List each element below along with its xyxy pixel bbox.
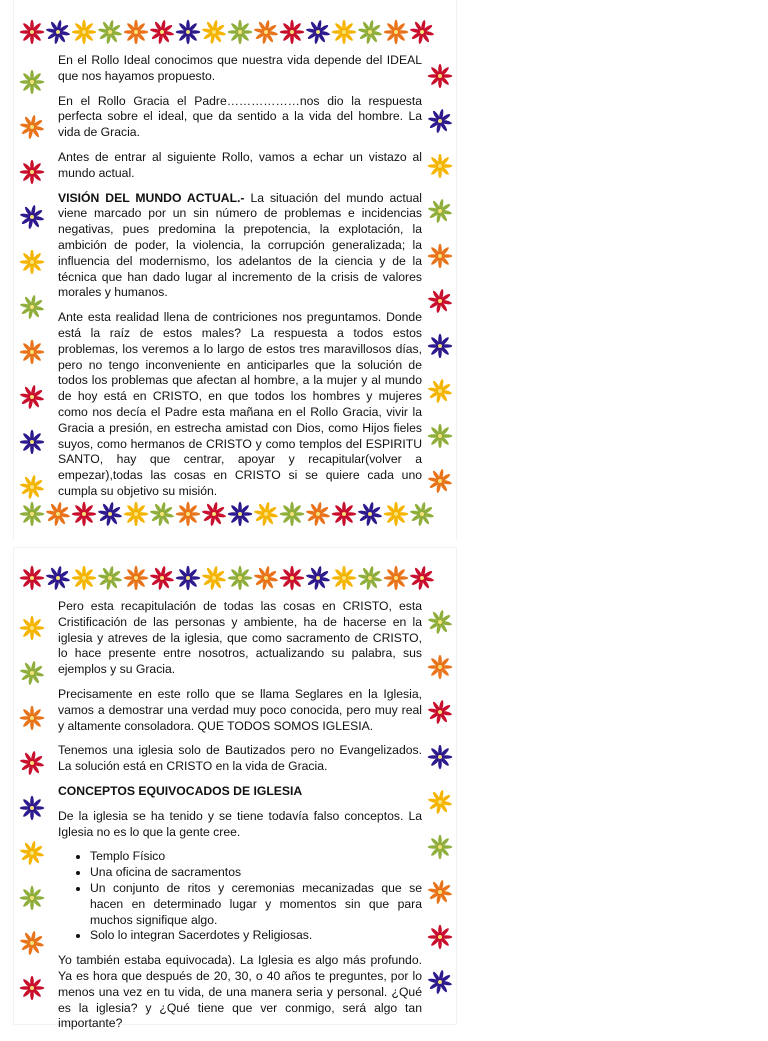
flower-icon bbox=[20, 205, 44, 229]
flower-icon bbox=[98, 20, 122, 44]
flower-icon bbox=[428, 880, 452, 904]
flower-icon bbox=[410, 20, 434, 44]
flower-icon bbox=[20, 751, 44, 775]
paragraph-equivocada: Yo también estaba equivocada). La Iglesia es algo más profundo. Ya es hora que después de 20, 30, o 40 años te preguntes, por lo menos una vez en tu vida, de una manera seria y personal. ¿Qué es la iglesia? y ¿Qué tiene que ver conmigo, será algo tan importante? bbox=[58, 953, 422, 1031]
flower-icon bbox=[20, 616, 44, 640]
flower-icon bbox=[72, 566, 96, 590]
flower-icon bbox=[428, 244, 452, 268]
document-page-1 bbox=[14, 0, 456, 540]
flower-icon bbox=[428, 334, 452, 358]
flower-icon bbox=[176, 566, 200, 590]
vision-heading: VISIÓN DEL MUNDO ACTUAL.- bbox=[58, 190, 245, 205]
flower-icon bbox=[176, 20, 200, 44]
paragraph-vistazo: Antes de entrar al siguiente Rollo, vamos a echar un vistazo al mundo actual. bbox=[58, 149, 422, 180]
misconceptions-list bbox=[58, 849, 422, 944]
flower-icon bbox=[150, 20, 174, 44]
flower-icon bbox=[280, 20, 304, 44]
flower-icon bbox=[202, 20, 226, 44]
flower-icon bbox=[46, 20, 70, 44]
page-2-body bbox=[58, 599, 422, 1041]
flower-icon bbox=[98, 566, 122, 590]
flower-icon bbox=[358, 20, 382, 44]
document-page-2 bbox=[14, 548, 456, 1031]
paragraph-falso-conceptos: De la iglesia se ha tenido y se tiene todavía falso conceptos. La Iglesia no es lo que la gente cree. bbox=[58, 808, 422, 839]
flower-icon bbox=[428, 925, 452, 949]
flower-icon bbox=[228, 20, 252, 44]
flower-icon bbox=[20, 430, 44, 454]
flower-icon bbox=[150, 566, 174, 590]
flower-icon bbox=[46, 566, 70, 590]
flower-icon bbox=[428, 700, 452, 724]
flower-icon bbox=[254, 20, 278, 44]
flower-icon bbox=[20, 250, 44, 274]
flower-icon bbox=[20, 566, 44, 590]
flower-icon bbox=[20, 475, 44, 499]
paragraph-recapitulacion: Pero esta recapitulación de todas las cosas en CRISTO, esta Cristificación de las personas y ambiente, ha de hacerse en la iglesia y atreves de la iglesia, que como sacramento de CRISTO, lo hace presente entre nosotros, actualizando su palabra, sus ejemplos y su Gracia. bbox=[58, 599, 422, 677]
flower-icon bbox=[428, 289, 452, 313]
paragraph-rollo-gracia: En el Rollo Gracia el Padre………………nos dio la respuesta perfecta sobre el ideal, que da sentido a la vida del hombre. La vida de Gracia. bbox=[58, 93, 422, 140]
flower-icon bbox=[410, 566, 434, 590]
flower-icon bbox=[124, 566, 148, 590]
flower-icon bbox=[20, 160, 44, 184]
flower-icon bbox=[306, 20, 330, 44]
flower-icon bbox=[358, 566, 382, 590]
flower-icon bbox=[428, 970, 452, 994]
flower-icon bbox=[124, 20, 148, 44]
flower-icon bbox=[280, 566, 304, 590]
flower-icon bbox=[20, 661, 44, 685]
flower-icon bbox=[428, 469, 452, 493]
flower-icon bbox=[20, 295, 44, 319]
flower-icon bbox=[20, 796, 44, 820]
flower-icon bbox=[428, 199, 452, 223]
flower-icon bbox=[20, 340, 44, 364]
page-gap bbox=[0, 540, 768, 548]
list-item: • Una oficina de sacramentos bbox=[90, 865, 422, 881]
flower-icon bbox=[306, 566, 330, 590]
paragraph-bautizados: Tenemos una iglesia solo de Bautizados pero no Evangelizados. La solución está en CRISTO en la vida de Gracia. bbox=[58, 743, 422, 774]
flower-icon bbox=[428, 790, 452, 814]
flower-icon bbox=[202, 566, 226, 590]
list-item: • Un conjunto de ritos y ceremonias mecanizadas que se hacen en determinado lugar y momentos sin que para muchos signifique algo. bbox=[90, 881, 422, 928]
flower-icon bbox=[428, 745, 452, 769]
flower-icon bbox=[20, 70, 44, 94]
flower-icon bbox=[384, 566, 408, 590]
page-1-body bbox=[58, 53, 422, 509]
flower-icon bbox=[428, 109, 452, 133]
flower-icon bbox=[384, 20, 408, 44]
flower-icon bbox=[20, 385, 44, 409]
flower-icon bbox=[254, 566, 278, 590]
flower-icon bbox=[228, 566, 252, 590]
flower-icon bbox=[332, 566, 356, 590]
list-item: • Templo Físico bbox=[90, 849, 422, 865]
flower-icon bbox=[20, 976, 44, 1000]
heading-conceptos: CONCEPTOS EQUIVOCADOS DE IGLESIA bbox=[58, 783, 303, 798]
flower-icon bbox=[428, 64, 452, 88]
flower-icon bbox=[428, 655, 452, 679]
paragraph-seglares: Precisamente en este rollo que se llama Seglares en la Iglesia, vamos a demostrar una verdad muy poco conocida, pero muy real y altamente consoladora. QUE TODOS SOMOS IGLESIA. bbox=[58, 686, 422, 733]
vision-text: La situación del mundo actual viene marcado por un sin número de problemas e incidencias negativas, pues predomina la prepotencia, la explotación, la ambición de poder, la violencia, la corrupción generalizada; la influencia del modernismo, los adelantos de la ciencia y de la técnica que han dado lugar al incremento de la crisis de valores morales y humanos. bbox=[58, 190, 423, 300]
paragraph-vision-mundo bbox=[58, 191, 422, 302]
flower-icon bbox=[20, 115, 44, 139]
flower-icon bbox=[72, 20, 96, 44]
flower-icon bbox=[20, 706, 44, 730]
flower-icon bbox=[428, 610, 452, 634]
paragraph-rollo-ideal: En el Rollo Ideal conocimos que nuestra vida depende del IDEAL que nos hayamos propuesto. bbox=[58, 53, 422, 83]
flower-icon bbox=[428, 424, 452, 448]
flower-icon bbox=[428, 379, 452, 403]
flower-icon bbox=[20, 502, 44, 526]
flower-icon bbox=[332, 20, 356, 44]
flower-icon bbox=[20, 20, 44, 44]
list-item: • Solo lo integran Sacerdotes y Religiosas. bbox=[90, 928, 422, 944]
flower-icon bbox=[20, 886, 44, 910]
paragraph-realidad: Ante esta realidad llena de contriciones nos preguntamos. Donde está la raíz de estos males? La respuesta a todos estos problemas, los veremos a lo largo de estos tres maravillosos días, pero no tengo inconveniente en anticiparles que la solución de todos los problemas que afectan al hombre, a la mujer y al mundo de hoy está en CRISTO, en que todos los hombres y mujeres como nos decía el Padre esta mañana en el Rollo Gracia, vivir la Gracia a presión, en estrecha amistad con Dios, como Hijos fieles suyos, como hermanos de CRISTO y como templos del ESPIRITU SANTO, hay que centrar, apoyar y recapitular(volver a empezar),todas las cosas en CRISTO si se quiere cada uno cumpla su objetivo su misión. bbox=[58, 310, 422, 498]
flower-icon bbox=[428, 835, 452, 859]
flower-icon bbox=[20, 931, 44, 955]
flower-icon bbox=[20, 841, 44, 865]
flower-icon bbox=[428, 154, 452, 178]
